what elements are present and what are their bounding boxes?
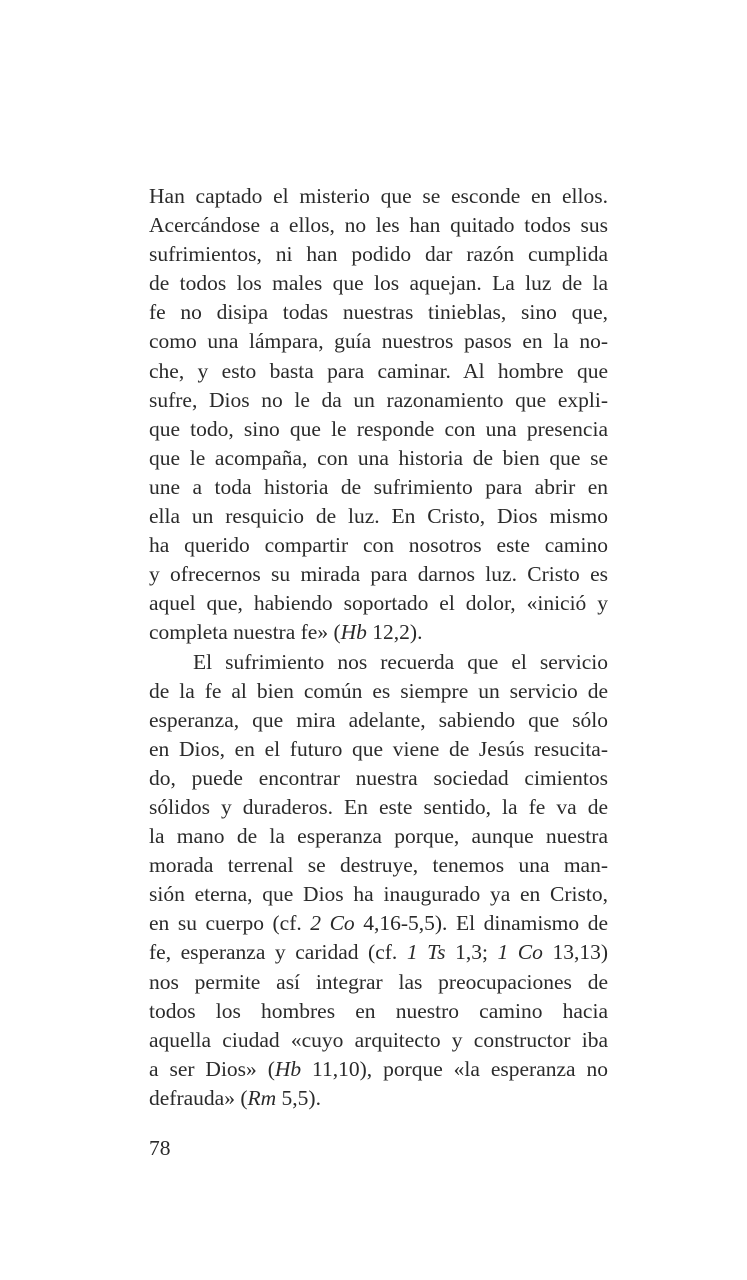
citation-abbrev: 1 Co bbox=[497, 940, 543, 965]
citation-abbrev: 1 Ts bbox=[406, 940, 446, 965]
text-segment: 13,13) bbox=[542, 940, 608, 965]
text-segment: defrauda» ( bbox=[149, 1085, 248, 1110]
text-line: fe no disipa todas nuestras tinieblas, sino que, bbox=[149, 300, 608, 325]
text-line: de la fe al bien común es siempre un servicio de bbox=[149, 678, 608, 703]
text-segment: 1,3; bbox=[445, 940, 498, 965]
text-line: esperanza, que mira adelante, sabiendo que sólo bbox=[149, 707, 608, 732]
citation-abbrev: 2 Co bbox=[310, 911, 355, 936]
text-line: El sufrimiento nos recuerda que el servicio bbox=[193, 649, 608, 674]
text-line: une a toda historia de sufrimiento para abrir en bbox=[149, 474, 608, 499]
text-segment: en su cuerpo (cf. bbox=[149, 911, 311, 936]
text-line: la mano de la esperanza porque, aunque nuestra bbox=[149, 824, 608, 849]
text-segment: 4,16-5,5). El dinamismo de bbox=[354, 911, 608, 936]
text-line bbox=[149, 1055, 608, 1084]
text-line: Han captado el misterio que se esconde en ellos. bbox=[149, 184, 608, 208]
text-line: que le acompaña, con una historia de bien que se bbox=[149, 445, 608, 470]
text-line: de todos los males que los aquejan. La luz de la bbox=[149, 271, 608, 296]
text-line: morada terrenal se destruye, tenemos una man- bbox=[149, 853, 608, 878]
citation-abbrev: Rm bbox=[247, 1085, 277, 1110]
text-line bbox=[149, 1084, 608, 1113]
text-segment: completa nuestra fe» ( bbox=[149, 620, 341, 645]
text-segment: 12,2). bbox=[366, 620, 423, 645]
text-segment: 5,5). bbox=[276, 1085, 321, 1110]
text-line: Acercándose a ellos, no les han quitado todos sus bbox=[149, 213, 608, 238]
page-number: 78 bbox=[149, 1136, 171, 1160]
text-line: do, puede encontrar nuestra sociedad cimientos bbox=[149, 765, 608, 790]
text-line: che, y esto basta para caminar. Al hombre que bbox=[149, 358, 608, 383]
text-line: como una lámpara, guía nuestros pasos en la no- bbox=[149, 329, 608, 354]
text-line: sólidos y duraderos. En este sentido, la fe va de bbox=[149, 794, 608, 819]
text-line bbox=[149, 938, 608, 967]
text-line: en Dios, en el futuro que viene de Jesús resucita- bbox=[149, 736, 608, 761]
text-line: que todo, sino que le responde con una presencia bbox=[149, 416, 608, 441]
text-line: sufrimientos, ni han podido dar razón cumplida bbox=[149, 242, 608, 267]
text-line: todos los hombres en nuestro camino hacia bbox=[149, 998, 608, 1023]
text-segment: 11,10), porque «la esperanza no bbox=[301, 1056, 608, 1081]
citation-abbrev: Hb bbox=[274, 1056, 302, 1081]
text-line: ella un resquicio de luz. En Cristo, Dios mismo bbox=[149, 504, 608, 529]
text-line bbox=[149, 618, 608, 647]
text-line: ha querido compartir con nosotros este camino bbox=[149, 533, 608, 558]
body-text bbox=[149, 182, 608, 1113]
text-line: aquella ciudad «cuyo arquitecto y constructor iba bbox=[149, 1027, 608, 1052]
citation-abbrev: Hb bbox=[340, 620, 367, 645]
text-line: nos permite así integrar las preocupaciones de bbox=[149, 969, 608, 994]
text-segment: fe, esperanza y caridad (cf. bbox=[149, 940, 407, 965]
text-line: aquel que, habiendo soportado el dolor, «inició y bbox=[149, 591, 608, 616]
text-line bbox=[149, 909, 608, 938]
text-line: sufre, Dios no le da un razonamiento que expli- bbox=[149, 387, 608, 412]
text-line: y ofrecernos su mirada para darnos luz. Cristo es bbox=[149, 562, 608, 587]
text-line: sión eterna, que Dios ha inaugurado ya en Cristo, bbox=[149, 882, 608, 907]
text-segment: a ser Dios» ( bbox=[149, 1056, 275, 1081]
